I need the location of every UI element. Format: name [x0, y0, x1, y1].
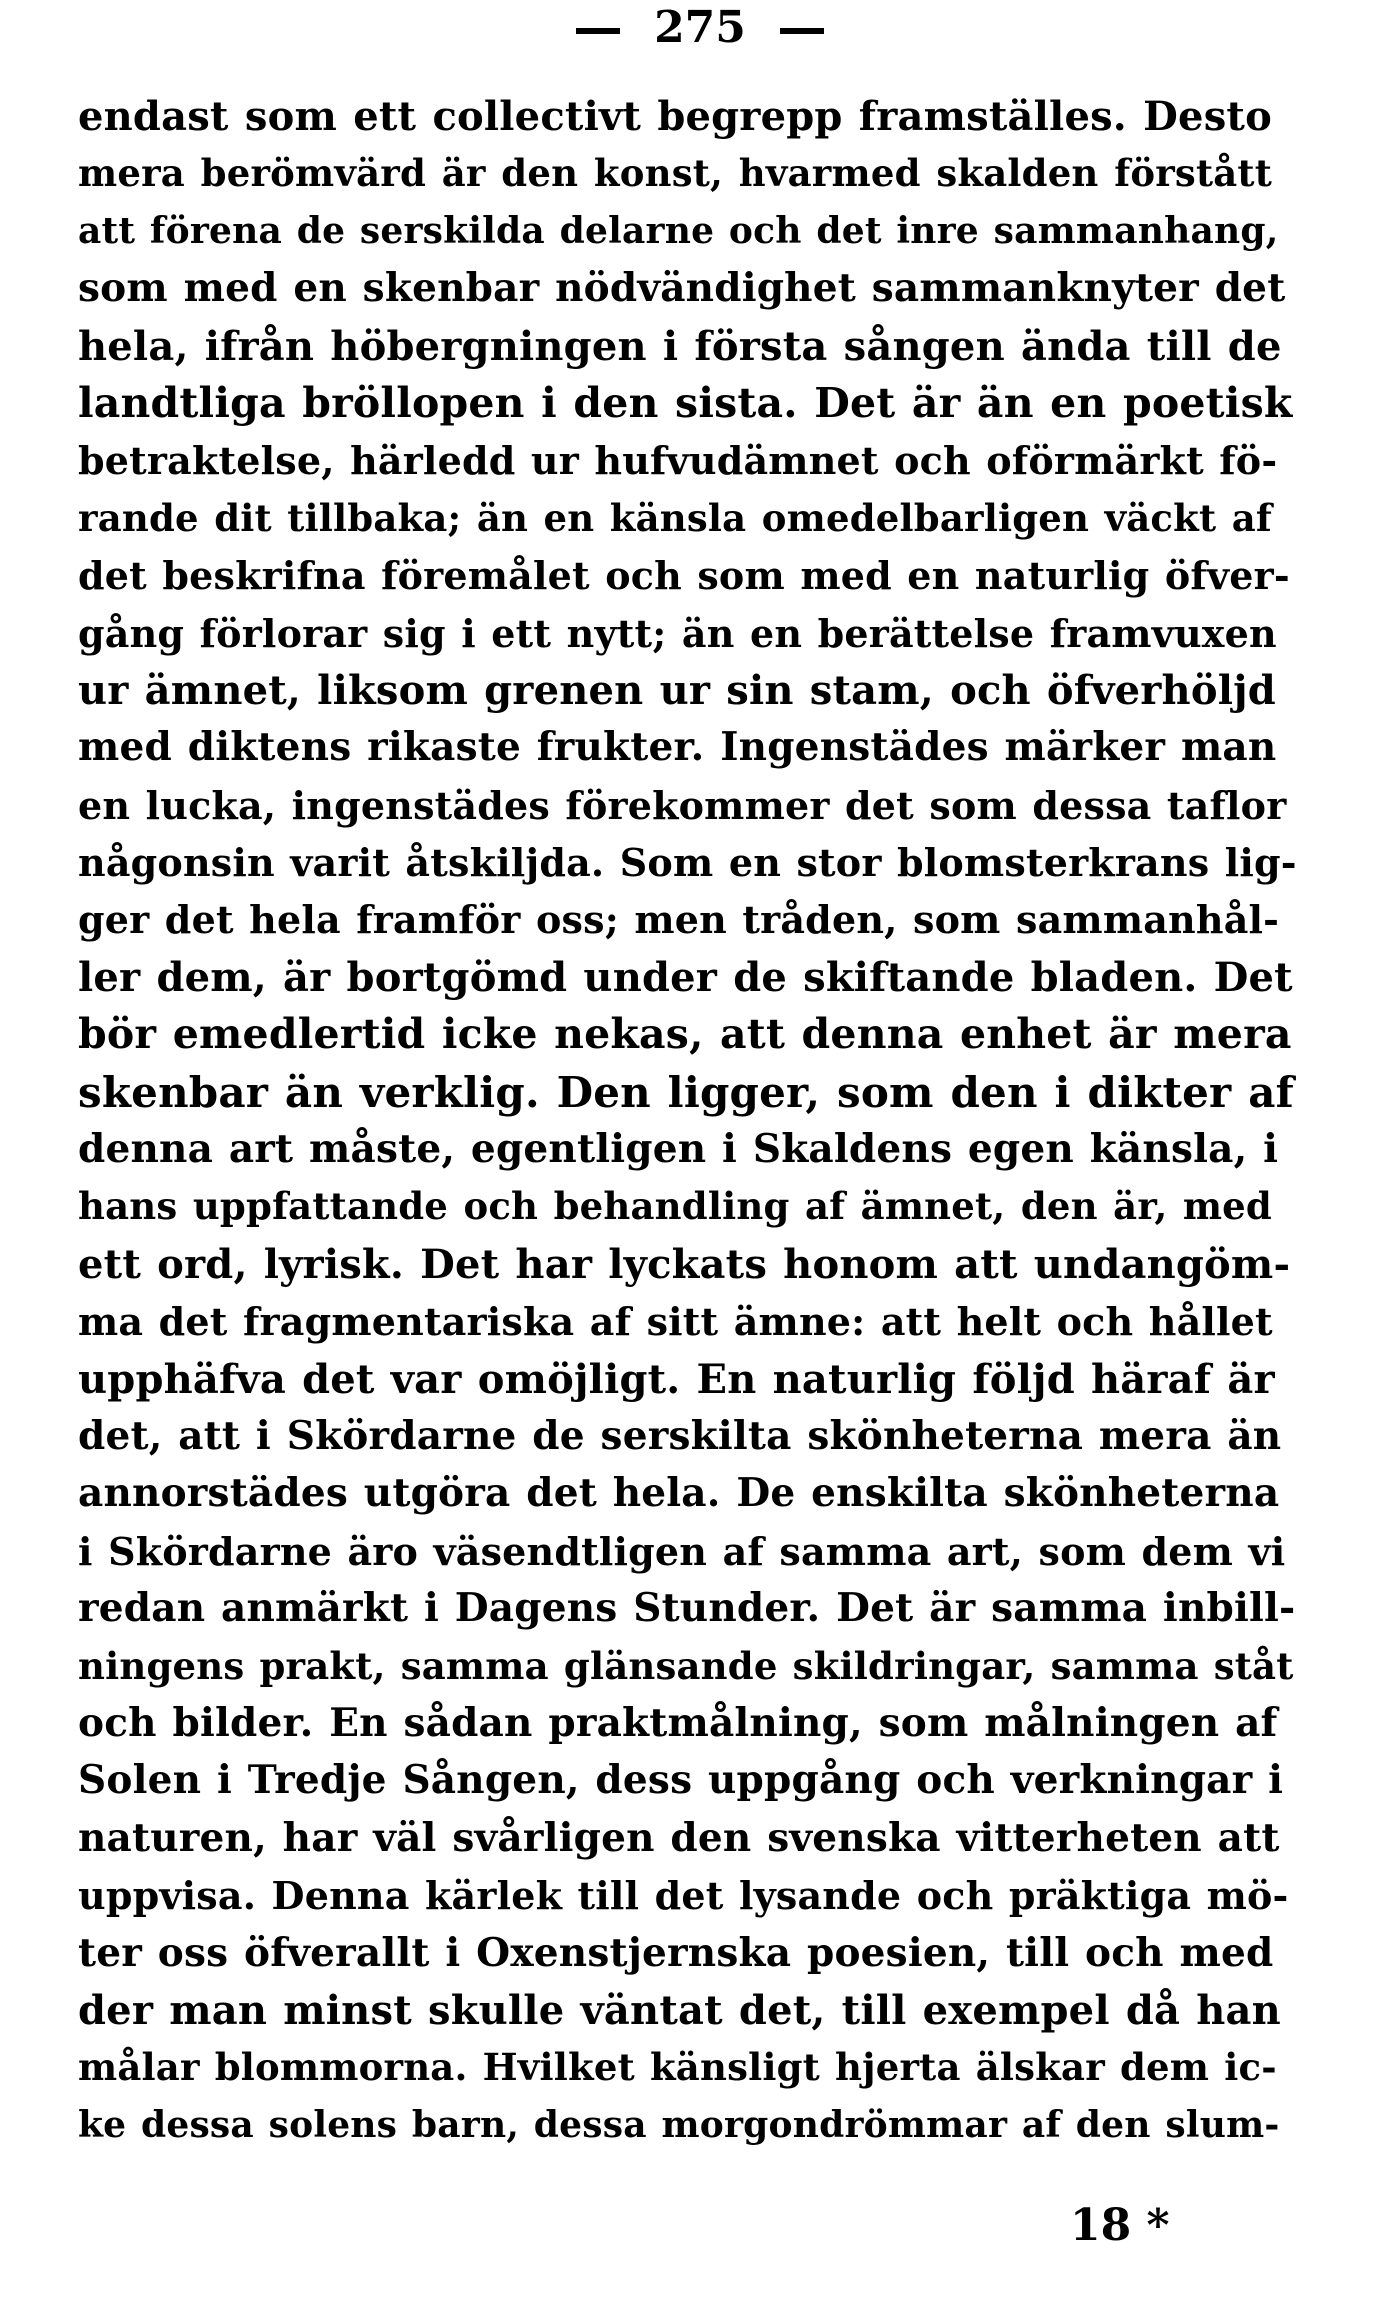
text-line: annorstädes utgöra det hela. De enskilta skönheterna: [78, 1470, 1280, 1517]
text-line: hela, ifrån höbergningen i första sången ända till de: [78, 322, 1282, 370]
text-line: med diktens rikaste frukter. Ingenstädes märker man: [78, 724, 1277, 771]
text-line: och bilder. En sådan praktmålning, som målningen af: [78, 1699, 1278, 1746]
text-line: endast som ett collectivt begrepp framställes. Desto: [78, 93, 1272, 140]
text-line: Solen i Tredje Sången, dess uppgång och verkningar i: [78, 1757, 1284, 1804]
page-number: 275: [654, 2, 746, 53]
text-line: ur ämnet, liksom grenen ur sin stam, och öfverhöljd: [78, 666, 1276, 714]
body-text: [78, 88, 1297, 2154]
text-line: mera berömvärd är den konst, hvarmed skalden förstått: [78, 151, 1272, 196]
header-dash-left: [576, 28, 620, 34]
text-line: ger det hela framför oss; men tråden, som sammanhål-: [78, 897, 1280, 943]
text-line: att förena de serskilda delarne och det inre sammanhang,: [78, 209, 1279, 252]
text-line: uppvisa. Denna kärlek till det lysande och präktiga mö-: [78, 1873, 1289, 1919]
text-line: der man minst skulle väntat det, till exempel då han: [78, 1986, 1281, 2034]
text-line: betraktelse, härledd ur hufvudämnet och oförmärkt fö-: [78, 438, 1278, 484]
signature-mark: 18 *: [1070, 2200, 1170, 2251]
text-line: i Skördarne äro väsendtligen af samma art, som dem vi: [78, 1528, 1286, 1574]
text-line: målar blommorna. Hvilket känsligt hjerta älskar dem ic-: [78, 2045, 1277, 2090]
text-line: någonsin varit åtskiljda. Som en stor blomsterkrans lig-: [78, 840, 1297, 886]
text-line: naturen, har väl svårligen den svenska vitterheten att: [78, 1814, 1280, 1861]
text-line: det, att i Skördarne de serskilta skönheterna mera än: [78, 1412, 1282, 1459]
text-line: en lucka, ingenstädes förekommer det som dessa taflor: [78, 782, 1287, 828]
text-line: skenbar än verklig. Den ligger, som den i dikter af: [78, 1067, 1294, 1117]
text-line: gång förlorar sig i ett nytt; än en berättelse framvuxen: [78, 610, 1277, 656]
text-line: som med en skenbar nödvändighet sammanknyter det: [78, 265, 1286, 312]
text-line: ett ord, lyrisk. Det har lyckats honom att undangöm-: [78, 1240, 1291, 1288]
text-line: landtliga bröllopen i den sista. Det är än en poetisk: [78, 378, 1293, 427]
text-line: det beskrifna föremålet och som med en naturlig öfver-: [78, 553, 1290, 599]
text-line: ke dessa solens barn, dessa morgondrömmar af den slum-: [78, 2103, 1280, 2146]
text-line: denna art måste, egentligen i Skaldens egen känsla, i: [78, 1126, 1279, 1173]
text-line: ler dem, är bortgömd under de skiftande bladen. Det: [78, 953, 1293, 1001]
text-line: rande dit tillbaka; än en känsla omedelbarligen väckt af: [78, 495, 1272, 540]
text-line: ningens prakt, samma glänsande skildringar, samma ståt: [78, 1643, 1294, 1688]
page-header: [0, 2, 1400, 54]
text-line: redan anmärkt i Dagens Stunder. Det är samma inbill-: [78, 1585, 1296, 1632]
text-line: bör emedlertid icke nekas, att denna enhet är mera: [78, 1010, 1292, 1059]
text-line: hans uppfattande och behandling af ämnet, den är, med: [78, 1184, 1272, 1229]
text-line: ter oss öfverallt i Oxenstjernska poesien, till och med: [78, 1929, 1274, 1976]
text-line: ma det fragmentariska af sitt ämne: att helt och hållet: [78, 1299, 1273, 1345]
header-dash-right: [780, 28, 824, 34]
text-line: upphäfva det var omöjligt. En naturlig följd häraf är: [78, 1355, 1275, 1403]
